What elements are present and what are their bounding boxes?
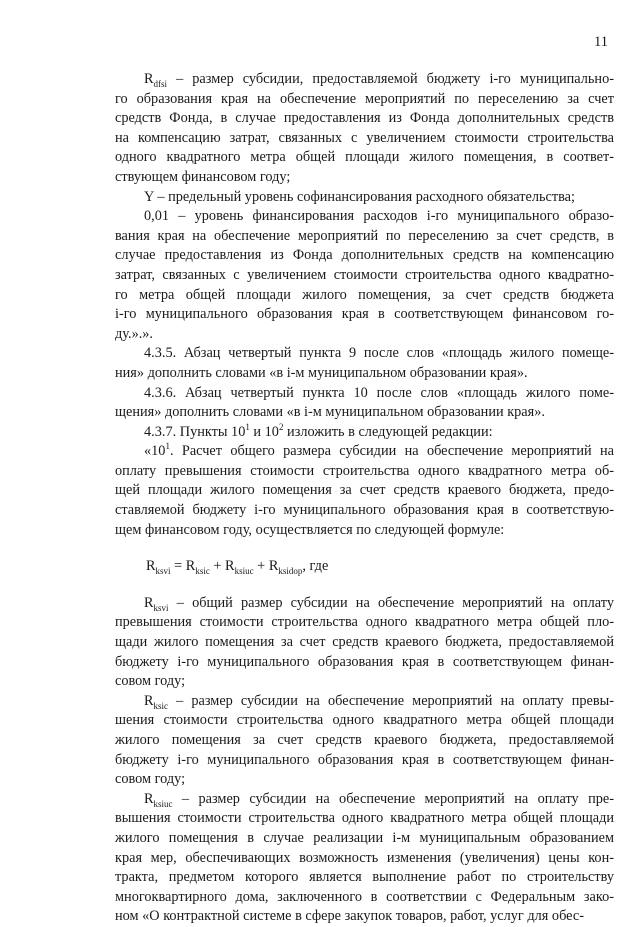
text-line: щади жилого помещения за счет средств краевого бюджета, предоставляемой: [115, 634, 614, 651]
page-number: 11: [594, 34, 608, 50]
text-line: го метра общей площади жилого помещения, за счет средств бюджета: [115, 286, 614, 303]
text-line: средств Фонда, в случае предоставления из Фонда дополнительных средств: [115, 110, 614, 127]
text-line: Y – предельный уровень софинансирования расходного обязательства;: [144, 188, 575, 205]
text-line: бюджету i-го муниципального образования края в соответствующем финан-: [115, 751, 614, 768]
definition-paragraph: [115, 790, 614, 927]
text-line: i-го муниципального образования края в соответствующем финансовом го-: [115, 306, 614, 323]
text-line: щей площади жилого помещения за счет средств краевого бюджета, предо-: [115, 482, 614, 499]
text-line: бюджету i-го муниципального образования края в соответствующем финан-: [115, 653, 614, 670]
text-line: ном «О контрактной системе в сфере закупок товаров, работ, услуг для обес-: [115, 908, 584, 925]
text-line: оплату превышения стоимости строительства одного квадратного метра об-: [115, 462, 614, 479]
text-line: многоквартирного дома, заключенного в соответствии с Федеральным зако-: [115, 888, 614, 905]
text-line: ствующем финансовом году;: [115, 168, 291, 185]
text-line: шения стоимости строительства одного квадратного метра общей площади: [115, 712, 614, 729]
definition-paragraph: [115, 692, 614, 790]
document-body: [115, 70, 614, 927]
body-paragraph: [115, 423, 614, 443]
text-line: $R_{dfsi}$ – размер субсидии, предоставляемой бюджету i-го муниципально-: [144, 71, 614, 89]
text-line: на компенсацию затрат, связанных с увеличением стоимости строительства: [115, 129, 614, 146]
subsidy-formula: $R_{ksvi} = R_{ksic} + R_{ksiuc} + R_{ksidop}$, где: [146, 558, 329, 577]
text-line: случае предоставления из Фонда дополнительных средств на компенсацию: [115, 247, 614, 264]
definition-paragraph: [115, 594, 614, 692]
text-line: $R_{ksiuc}$ – размер субсидии на обеспечение мероприятий на оплату пре-: [144, 790, 614, 809]
text-line: $R_{ksvi}$ – общий размер субсидии на обеспечение мероприятий на оплату: [144, 594, 614, 613]
body-paragraph: [115, 384, 614, 423]
text-line: $R_{ksic}$ – размер субсидии на обеспечение мероприятий на оплату превы-: [144, 692, 614, 711]
text-line: «$10^1$. Расчет общего размера субсидии на обеспечение мероприятий на: [144, 441, 614, 460]
text-line: совом году;: [115, 673, 186, 690]
text-line: го образования края на обеспечение мероприятий по переселению за счет: [115, 90, 614, 107]
body-paragraph: [115, 442, 614, 540]
text-line: жилого помещения за счет средств краевого бюджета, предоставляемой: [115, 732, 614, 748]
text-line: одного квадратного метра общей площади жилого помещения, в соответ-: [115, 149, 614, 166]
body-paragraph: [115, 70, 614, 188]
text-line: тракта, предметом которого является выполнение работ по строительству: [115, 869, 614, 886]
text-line: 4.3.6. Абзац четвертый пункта 10 после слов «площадь жилого поме-: [144, 384, 614, 401]
text-line: ставляемой бюджету i-го муниципального образования края в соответствую-: [115, 502, 614, 519]
body-paragraph: [115, 207, 614, 344]
text-line: затрат, связанных с увеличением стоимости строительства одного квадратно-: [115, 266, 614, 283]
body-paragraph: [115, 344, 614, 383]
text-line: 0,01 – уровень финансирования расходов i-го муниципального образо-: [144, 208, 614, 225]
text-line: щем финансовом году, осуществляется по следующей формуле:: [115, 521, 505, 538]
text-line: вышения стоимости строительства одного квадратного метра общей площади: [115, 810, 614, 827]
text-line: совом году;: [115, 771, 186, 788]
text-line: края мер, обеспечивающих возможность изменения (увеличения) цены кон-: [115, 849, 614, 866]
text-line: ния» дополнить словами «в i-м муниципальном образовании края».: [115, 364, 528, 381]
text-line: 4.3.7. Пункты $10^1$ и $10^2$ изложить в следующей редакции:: [144, 421, 493, 440]
text-line: 4.3.5. Абзац четвертый пункта 9 после слов «площадь жилого помеще-: [144, 345, 614, 362]
text-line: превышения стоимости строительства одного квадратного метра общей пло-: [115, 614, 614, 631]
body-paragraph: [115, 188, 614, 208]
text-line: ду.».».: [115, 325, 154, 342]
text-line: щения» дополнить словами «в i-м муниципальном образовании края».: [115, 404, 545, 421]
text-line: вания края на обеспечение мероприятий по переселению за счет средств, в: [115, 227, 614, 244]
text-line: жилого помещения в случае реализации i-м муниципальным образованием: [115, 829, 614, 846]
